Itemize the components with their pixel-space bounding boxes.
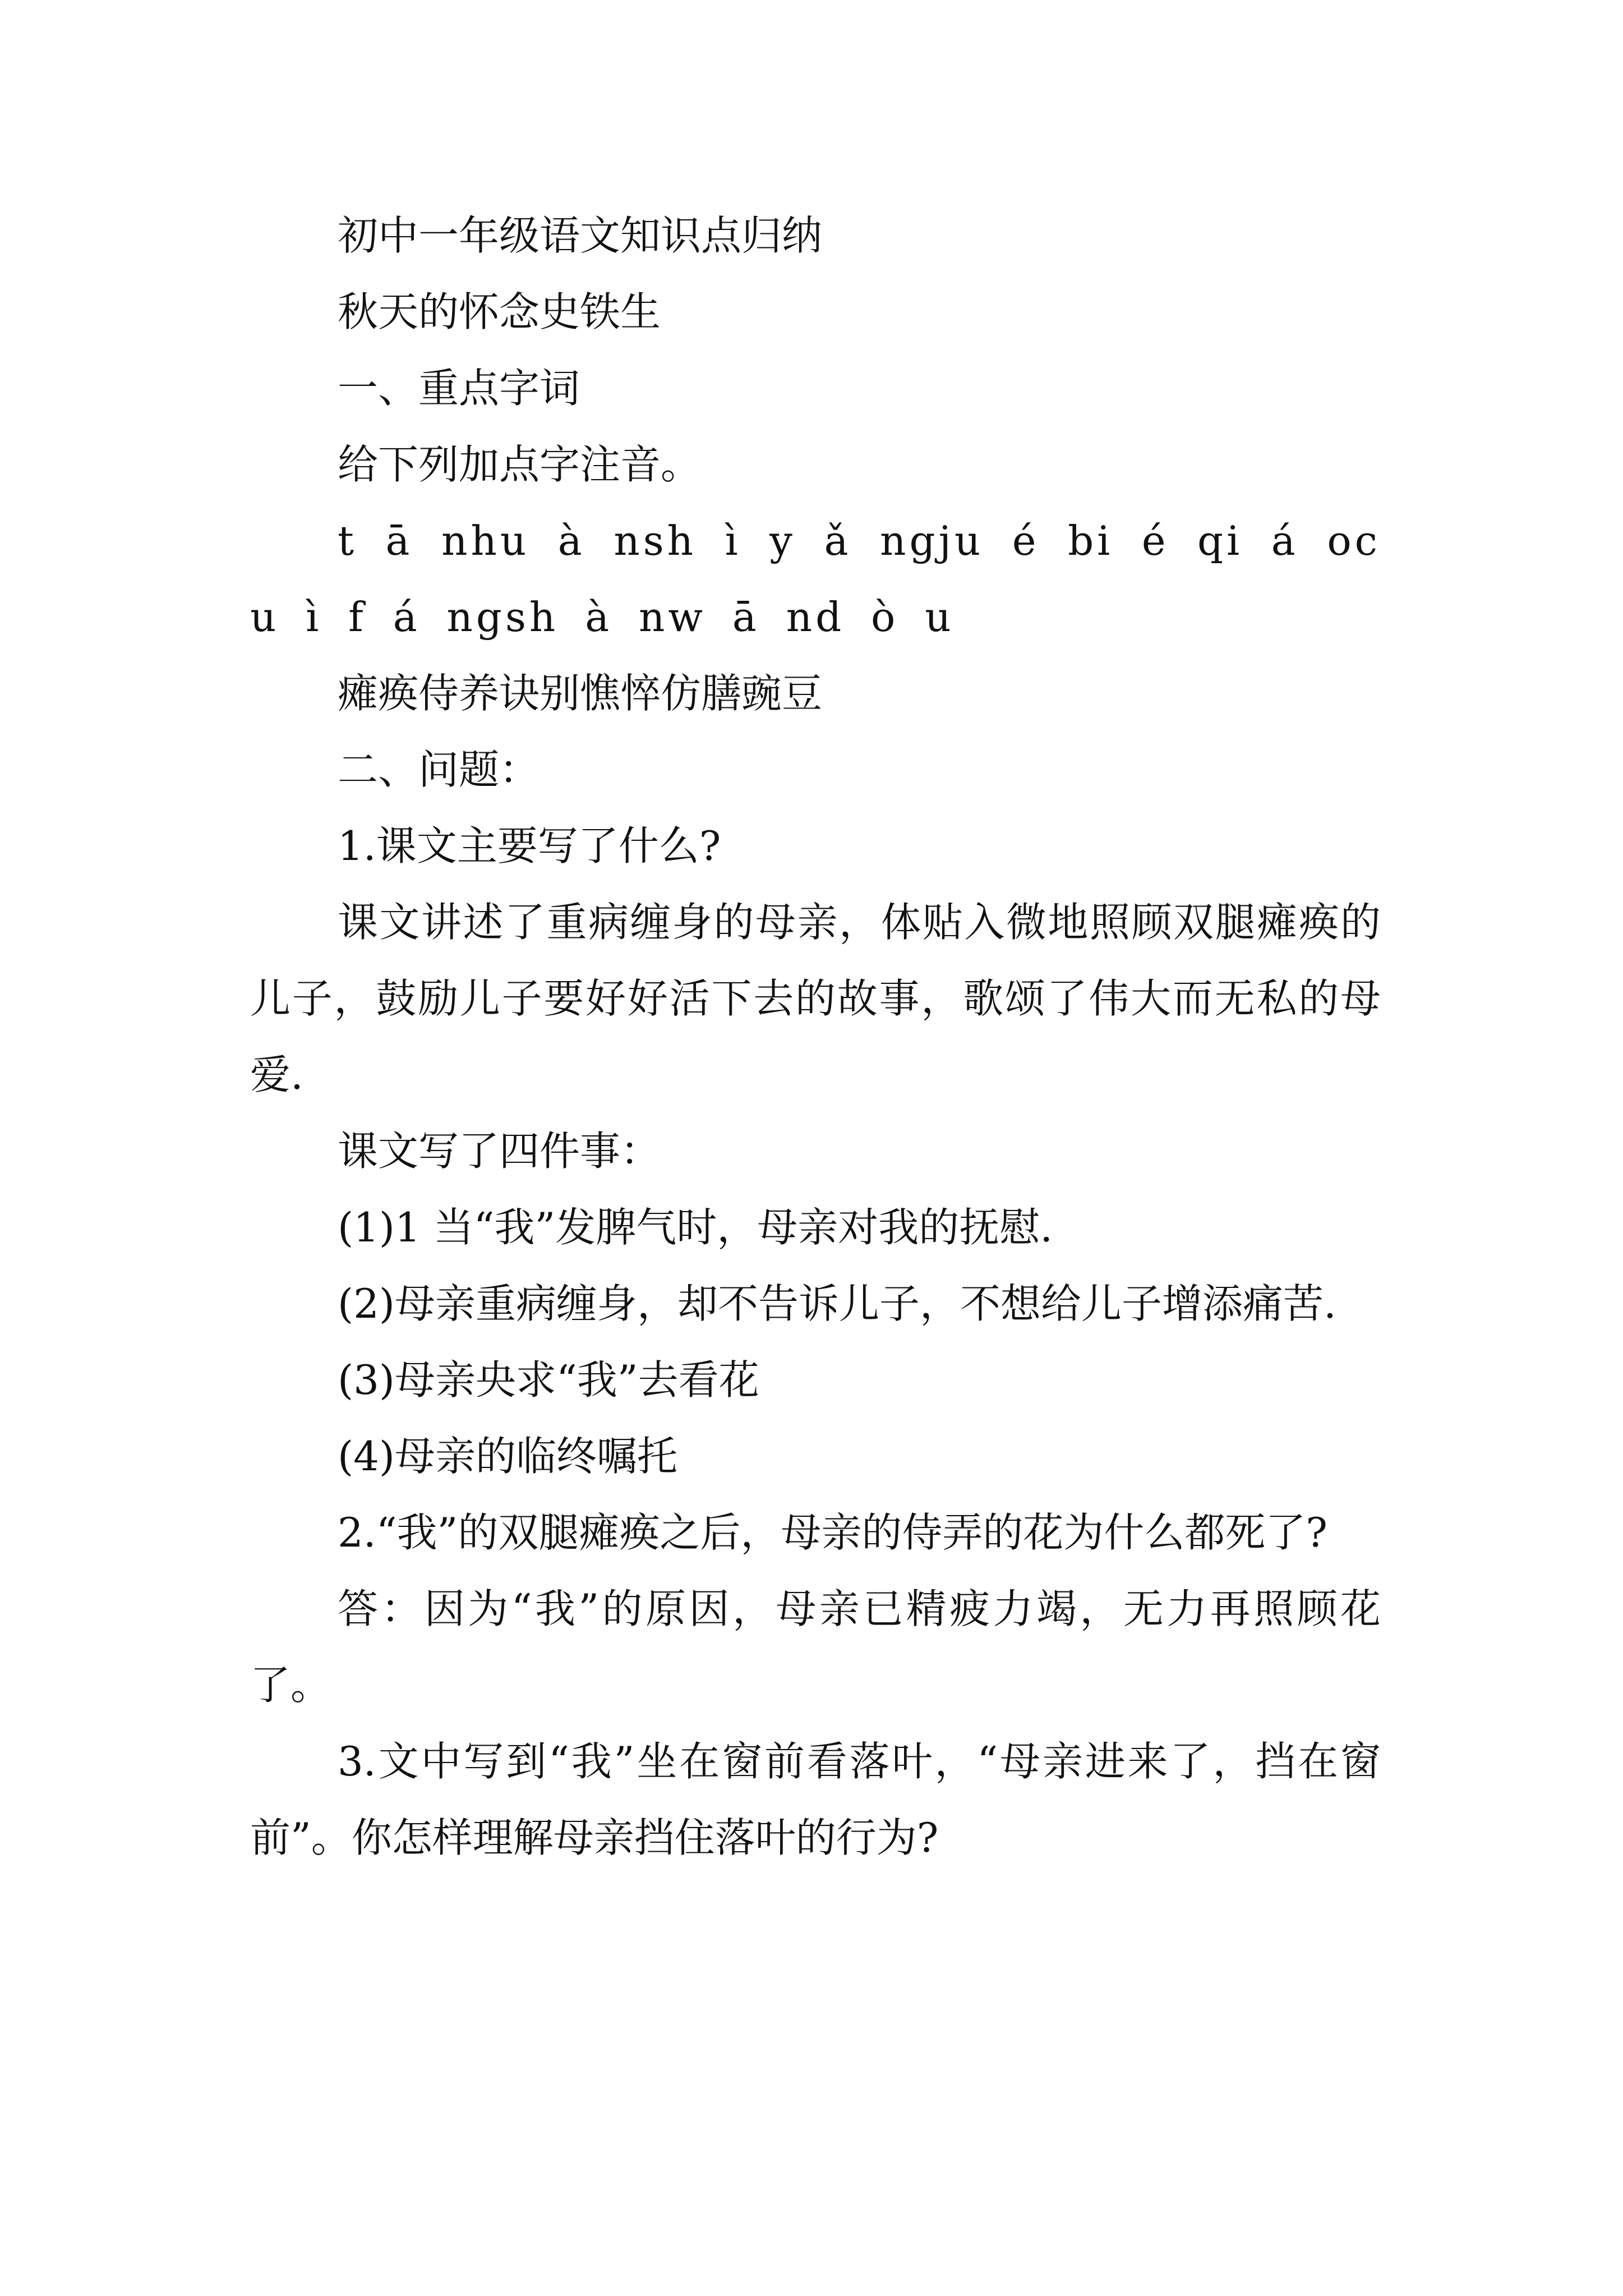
question-3: 3.文中写到“我”坐在窗前看落叶，“母亲进来了，挡在窗前”。你怎样理解母亲挡住落叶的行为? xyxy=(250,1738,1381,1861)
lesson-title: 秋天的怀念史铁生 xyxy=(338,288,661,335)
answer-2: 答：因为“我”的原因，母亲已精疲力竭，无力再照顾花了。 xyxy=(250,1585,1381,1709)
question-2: 2.“我”的双腿瘫痪之后，母亲的侍弄的花为什么都死了? xyxy=(338,1509,1327,1556)
section-heading-key-words: 一、重点字词 xyxy=(338,365,580,412)
exercise-instruction: 给下列加点字注音。 xyxy=(338,441,702,488)
vocabulary-words: 瘫痪侍养诀别憔悴仿膳豌豆 xyxy=(338,670,823,717)
document-title: 初中一年级语文知识点归纳 xyxy=(338,212,823,259)
document-body xyxy=(250,197,1381,1876)
event-item-1: (1)1 当“我”发脾气时，母亲对我的抚慰. xyxy=(338,1204,1053,1251)
event-item-4: (4)母亲的临终嘱托 xyxy=(338,1433,677,1480)
section-heading-questions: 二、问题： xyxy=(338,746,540,793)
event-item-2: (2)母亲重病缠身，却不告诉儿子，不想给儿子增添痛苦. xyxy=(338,1280,1336,1327)
event-item-3: (3)母亲央求“我”去看花 xyxy=(338,1356,759,1404)
four-events-heading: 课文写了四件事： xyxy=(338,1128,661,1175)
answer-1-paragraph: 课文讲述了重病缠身的母亲，体贴入微地照顾双腿瘫痪的儿子，鼓励儿子要好好活下去的故事，歌颂了伟大而无私的母爱. xyxy=(250,899,1381,1098)
question-1: 1.课文主要写了什么? xyxy=(338,822,721,869)
pinyin-line: t ā nhu à nsh ì y ǎ ngju é bi é qi á ocu ì f á ngsh à nw ā nd ò u xyxy=(250,517,1381,641)
